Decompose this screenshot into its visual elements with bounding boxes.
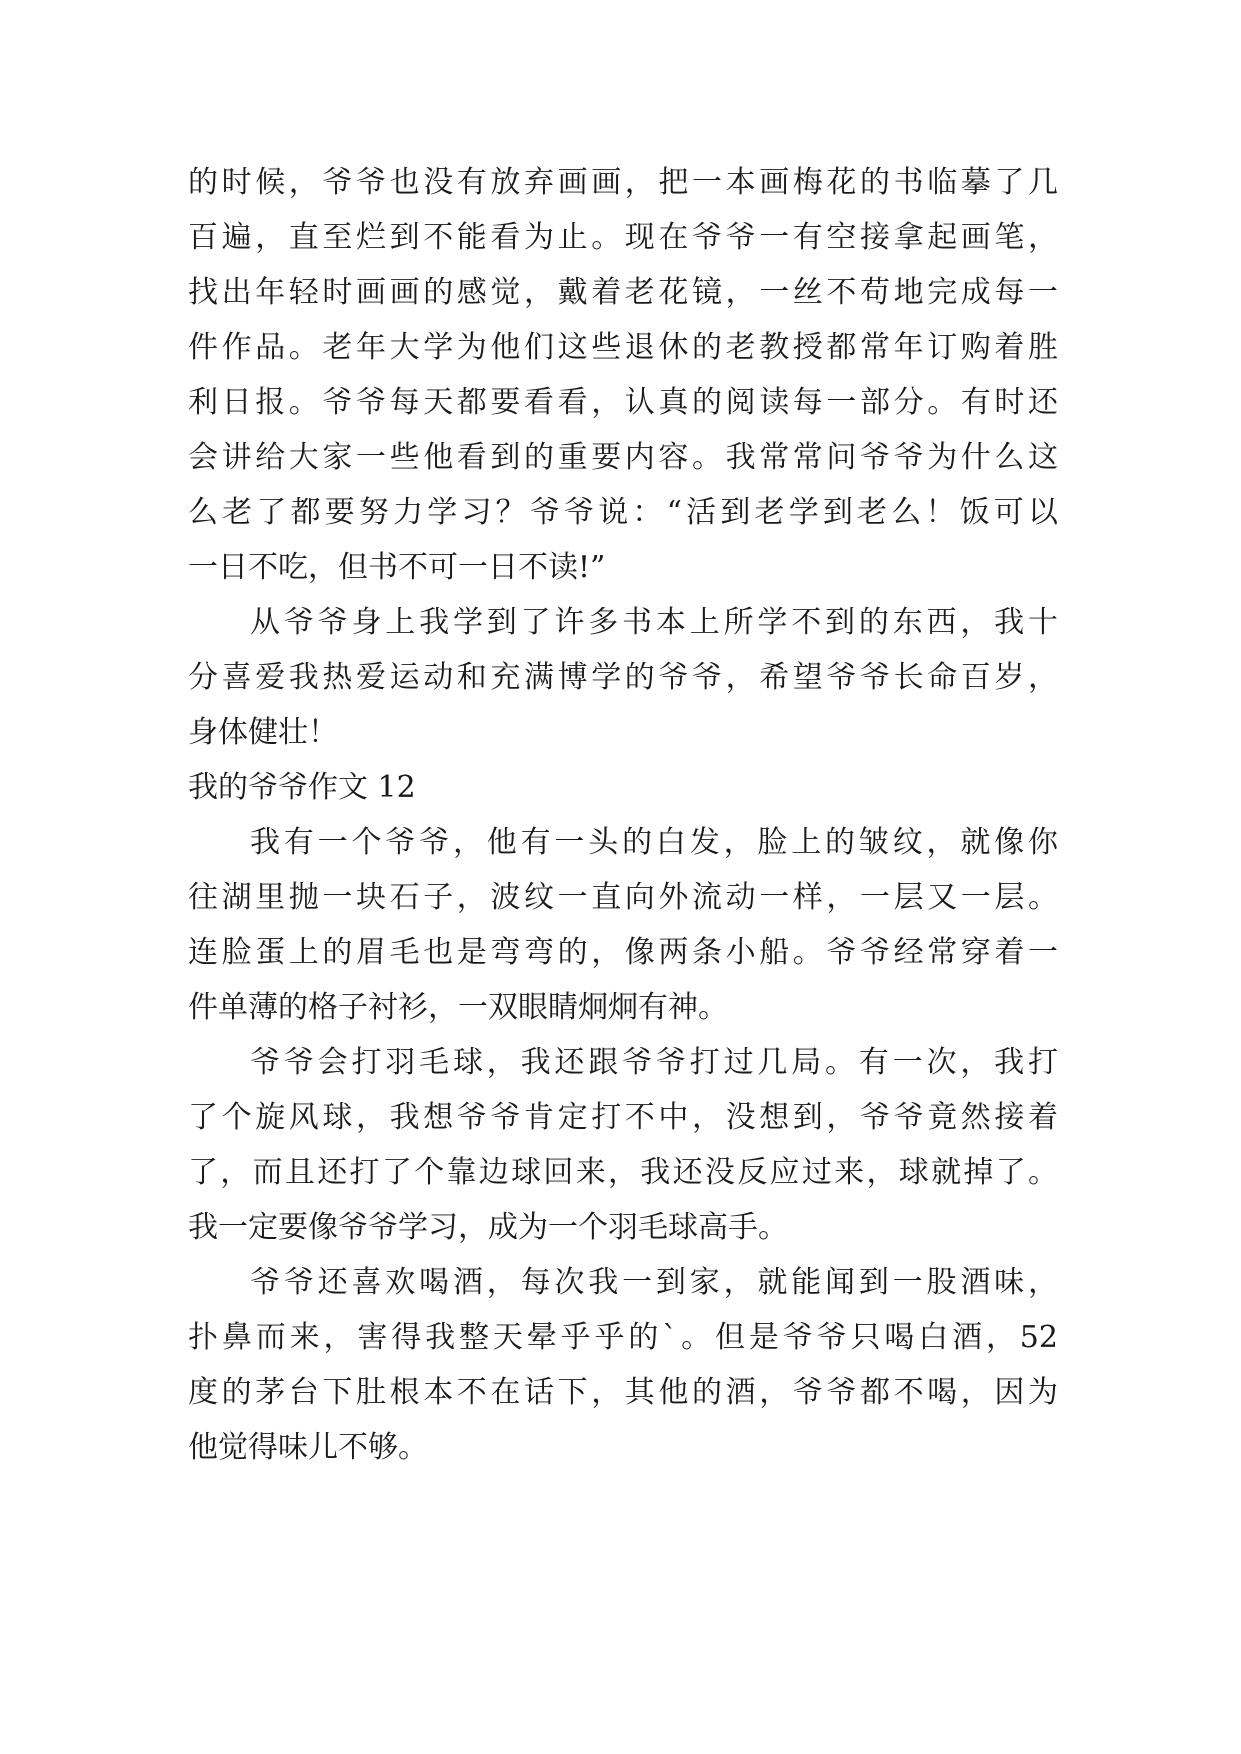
text-line: 会讲给大家一些他看到的重要内容。我常常问爷爷为什么这 — [188, 440, 1058, 475]
text-line: 爷爷会打羽毛球，我还跟爷爷打过几局。有一次，我打 — [250, 1045, 1058, 1080]
text-line: 了个旋风球，我想爷爷肯定打不中，没想到，爷爷竟然接着 — [188, 1100, 1058, 1135]
text-line: 件作品。老年大学为他们这些退休的老教授都常年订购着胜 — [188, 330, 1058, 365]
text-line: 找出年轻时画画的感觉，戴着老花镜，一丝不苟地完成每一 — [188, 275, 1058, 310]
paragraph — [188, 155, 1058, 595]
text-line: 他觉得味儿不够。 — [188, 1430, 428, 1465]
heading-text: 我的爷爷作文 12 — [188, 770, 416, 805]
section-heading — [188, 760, 1058, 815]
text-line: 件单薄的格子衬衫，一双眼睛炯炯有神。 — [188, 990, 728, 1025]
text-line: 往湖里抛一块石子，波纹一直向外流动一样，一层又一层。 — [188, 880, 1058, 915]
paragraph — [188, 595, 1058, 760]
paragraph — [188, 1255, 1058, 1475]
text-line: 分喜爱我热爱运动和充满博学的爷爷，希望爷爷长命百岁， — [188, 660, 1058, 695]
text-line: 扑鼻而来，害得我整天晕乎乎的`。但是爷爷只喝白酒，52 — [188, 1320, 1058, 1355]
text-line: 我有一个爷爷，他有一头的白发，脸上的皱纹，就像你 — [250, 825, 1058, 860]
paragraph — [188, 1035, 1058, 1255]
text-line: 身体健壮！ — [188, 715, 338, 750]
paragraph — [188, 815, 1058, 1035]
document-body — [188, 155, 1058, 1475]
text-line: 爷爷还喜欢喝酒，每次我一到家，就能闻到一股酒味， — [250, 1265, 1058, 1300]
text-line: 百遍，直至烂到不能看为止。现在爷爷一有空接拿起画笔， — [188, 220, 1058, 255]
text-line: 我一定要像爷爷学习，成为一个羽毛球高手。 — [188, 1210, 788, 1245]
text-line: 连脸蛋上的眉毛也是弯弯的，像两条小船。爷爷经常穿着一 — [188, 935, 1058, 970]
text-line: 度的茅台下肚根本不在话下，其他的酒，爷爷都不喝，因为 — [188, 1375, 1058, 1410]
text-line: 一日不吃，但书不可一日不读!” — [188, 550, 606, 585]
text-line: 从爷爷身上我学到了许多书本上所学不到的东西，我十 — [250, 605, 1058, 640]
text-line: 了，而且还打了个靠边球回来，我还没反应过来，球就掉了。 — [188, 1155, 1058, 1190]
text-line: 么老了都要努力学习？爷爷说：“活到老学到老么！饭可以 — [188, 495, 1058, 530]
text-line: 的时候，爷爷也没有放弃画画，把一本画梅花的书临摹了几 — [188, 165, 1058, 200]
text-line: 利日报。爷爷每天都要看看，认真的阅读每一部分。有时还 — [188, 385, 1058, 420]
